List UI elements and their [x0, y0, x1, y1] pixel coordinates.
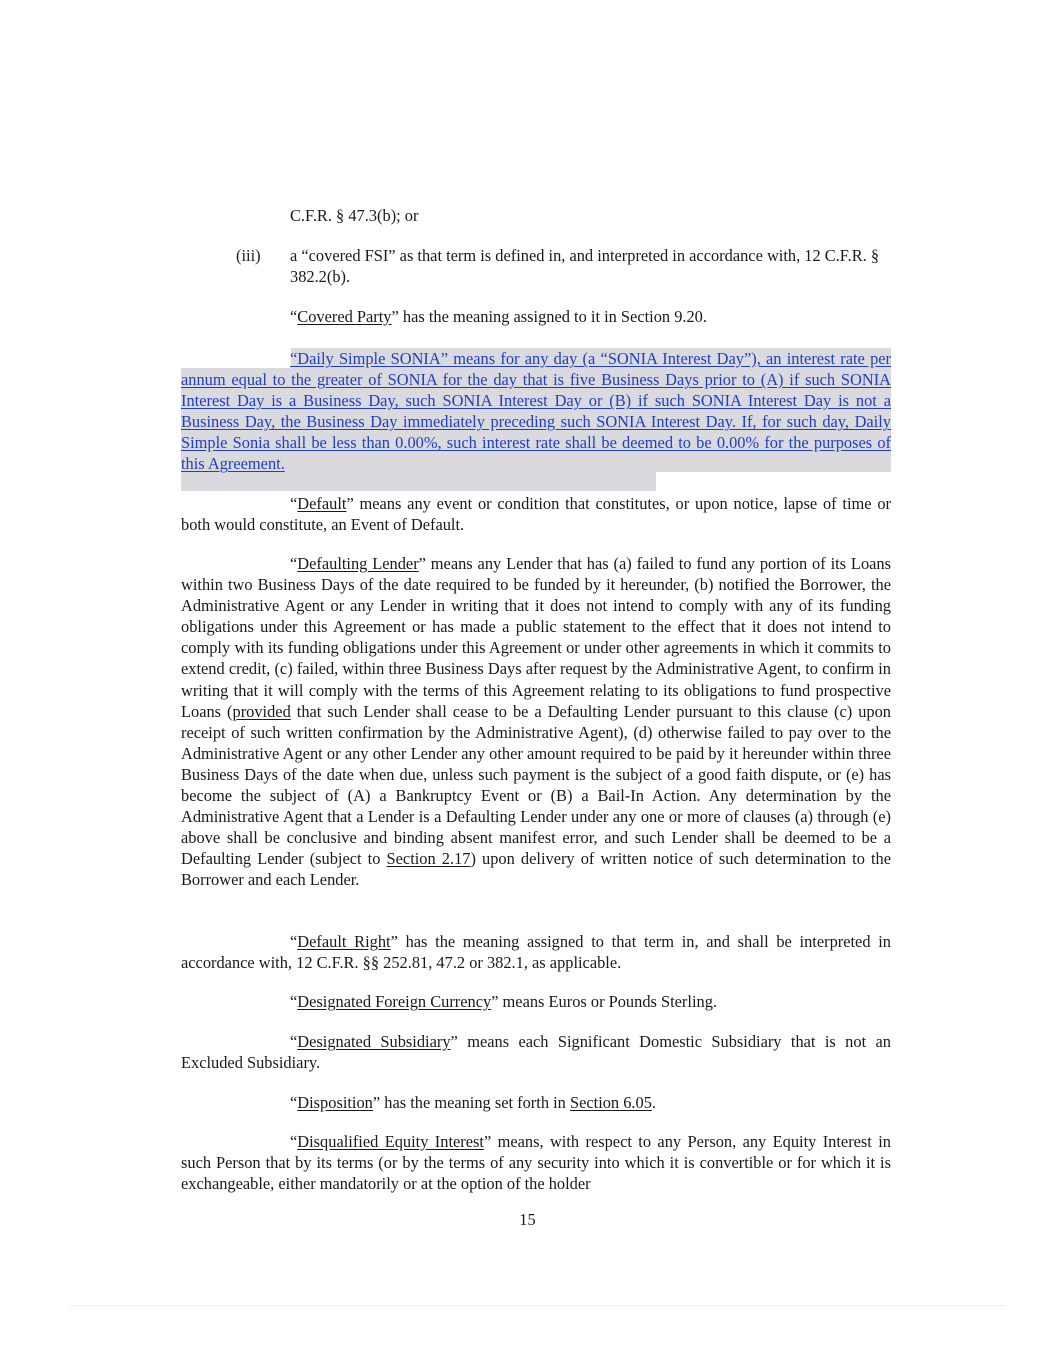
page-bottom-divider [70, 1305, 1005, 1306]
default-right-definition: “Default Right” has the meaning assigned to that term in, and shall be interpreted in accordance with, 12 C.F.R. §§ 252.81, 47.2 or 382.1, as applicable. [181, 932, 891, 973]
default-term: Default [297, 494, 347, 513]
cfr-47-line: C.F.R. § 47.3(b); or [290, 206, 419, 225]
disposition-definition: “Disposition” has the meaning set forth in Section 6.05. [290, 1093, 657, 1112]
designated-foreign-currency-definition: “Designated Foreign Currency” means Euros or Pounds Sterling. [290, 992, 717, 1011]
default-definition: “Default” means any event or condition that constitutes, or upon notice, lapse of time or both would constitute, an Event of Default. [181, 494, 891, 535]
item-iii-text: a “covered FSI” as that term is defined in, and interpreted in accordance with, 12 C.F.R. § 382.2(b). [290, 246, 880, 287]
disqualified-equity-interest-definition: “Disqualified Equity Interest” means, with respect to any Person, any Equity Interest in such Person that by its terms (or by the terms of any security into which it is convertible or for which it is exchangeable, either mandatorily or at the option of the holder [181, 1132, 891, 1194]
default-right-term: Default Right [297, 932, 391, 951]
covered-party-term: Covered Party [297, 307, 392, 326]
provided-term: provided [232, 701, 291, 721]
section-2-17-ref: Section 2.17 [386, 849, 471, 869]
section-6-05-ref: Section 6.05 [569, 1093, 652, 1112]
designated-subsidiary-definition: “Designated Subsidiary” means each Significant Domestic Subsidiary that is not an Excluded Subsidiary. [181, 1032, 891, 1073]
disqualified-equity-interest-term: Disqualified Equity Interest [297, 1132, 484, 1151]
defaulting-lender-definition: “Defaulting Lender” means any Lender that has (a) failed to fund any portion of its Loans within two Business Days of the date required to be funded by it hereunder, (b) notified the Borrower, the Administrative Agent or any Lender in writing that it does not intend to comply with any of its funding obligations under this Agreement or has made a public statement to the effect that it does not intend to comply with its funding obligations under this Agreement or under other agreements in which it commits to extend credit, (c) failed, within three Business Days after request by the Administrative Agent, to confirm in writing that it will comply with the terms of this Agreement relating to its obligations to fund prospective Loans (provided that such Lender shall cease to be a Defaulting Lender pursuant to this clause (c) upon receipt of such written confirmation by the Administrative Agent), (d) otherwise failed to pay over to the Administrative Agent or any other Lender any other amount required to be paid by it hereunder within three Business Days of the date when due, unless such payment is the subject of a good faith dispute, or (e) has become the subject of (A) a Bankruptcy Event or (B) a Bail-In Action. Any determination by the Administrative Agent that a Lender is a Defaulting Lender under any one or more of clauses (a) through (e) above shall be conclusive and binding absent manifest error, and such Lender shall be deemed to be a Defaulting Lender (subject to Section 2.17) upon delivery of written notice of such determination to the Borrower and each Lender. [181, 554, 892, 890]
designated-subsidiary-term: Designated Subsidiary [297, 1032, 451, 1051]
designated-foreign-currency-term: Designated Foreign Currency [297, 992, 492, 1011]
covered-party-definition: “Covered Party” has the meaning assigned to it in Section 9.20. [290, 307, 707, 326]
disposition-term: Disposition [297, 1093, 373, 1112]
page-number: 15 [519, 1210, 536, 1229]
daily-simple-sonia-definition: “Daily Simple SONIA” means for any day (a “SONIA Interest Day”), an interest rate per annum equal to the greater of SONIA for the day that is five Business Days prior to (A) if such SONIA Interest Day is a Business Day, such SONIA Interest Day or (B) if such SONIA Interest Day is not a Business Day, the Business Day immediately preceding such SONIA Interest Day. If, for such day, Daily Simple Sonia shall be less than 0.00%, such interest rate shall be deemed to be 0.00% for the purposes of this Agreement. [181, 349, 891, 474]
item-iii-marker: (iii) [236, 246, 261, 265]
defaulting-lender-term: Defaulting Lender [297, 554, 419, 573]
